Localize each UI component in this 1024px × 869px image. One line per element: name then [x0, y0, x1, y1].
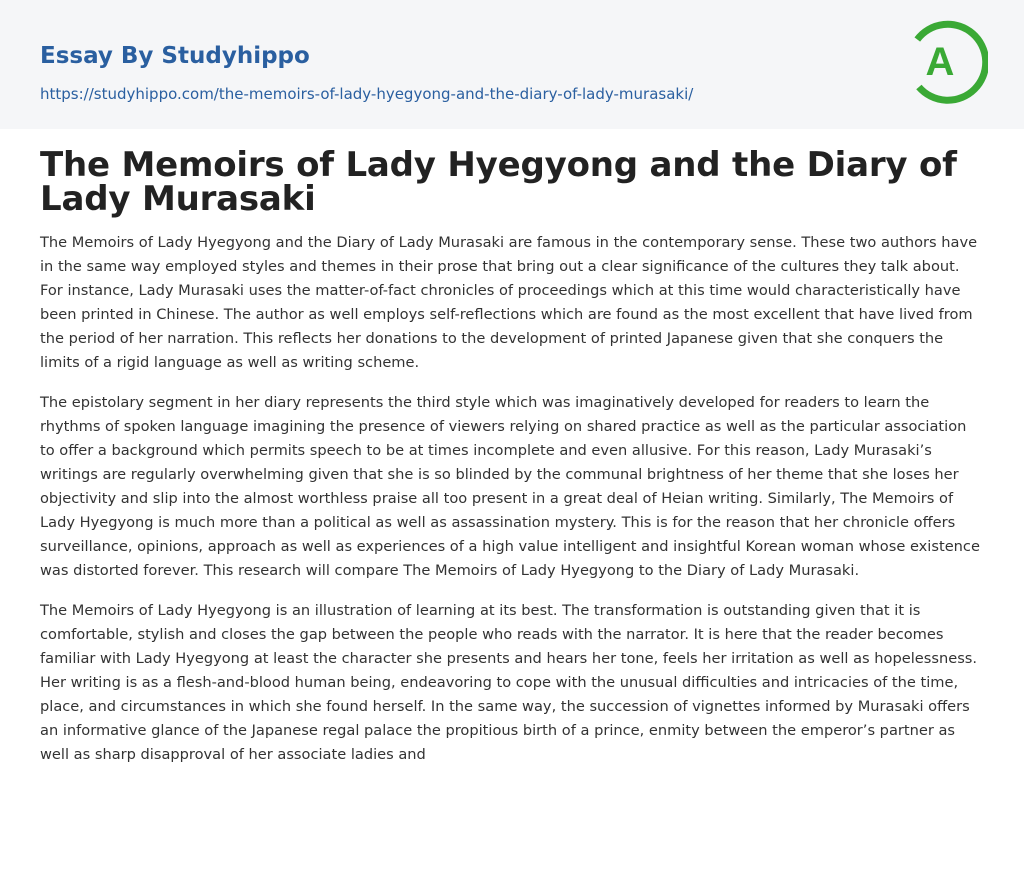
- article: [0, 145, 1024, 767]
- brand-title[interactable]: Essay By Studyhippo: [40, 43, 310, 69]
- paragraph-3: The Memoirs of Lady Hyegyong is an illustration of learning at its best. The transformation is outstanding given that it is comfortable, stylish and closes the gap between the people who reads with the narrator. It is here that the reader becomes familiar with Lady Hyegyong at least the character she presents and hears her tone, feels her irritation as well as hopelessness. Her writing is as a flesh-and-blood human being, endeavoring to cope with the unusual difficulties and intricacies of the time, place, and circumstances in which she found herself. In the same way, the succession of vignettes informed by Murasaki offers an informative glance of the Japanese regal palace the propitious birth of a prince, enmity between the emperor’s partner as well as sharp disapproval of her associate ladies and: [40, 602, 978, 763]
- source-url-link[interactable]: https://studyhippo.com/the-memoirs-of-lady-hyegyong-and-the-diary-of-lady-murasaki/: [40, 85, 694, 103]
- page-title: The Memoirs of Lady Hyegyong and the Diary of Lady Murasaki: [40, 145, 957, 219]
- paragraph-2: The epistolary segment in her diary represents the third style which was imaginatively developed for readers to learn the rhythms of spoken language imagining the presence of viewers relying on shared practice as well as the particular association to offer a background which permits speech to be at times incomplete and even allusive. For this reason, Lady Murasaki’s writings are regularly overwhelming given that she is so blinded by the communal brightness of her theme that she loses her objectivity and slip into the almost worthless praise all too present in a great deal of Heian writing. Similarly, The Memoirs of Lady Hyegyong is much more than a political as well as assassination mystery. This is for the reason that her chronicle offers surveillance, opinions, approach as well as experiences of a high value intelligent and insightful Korean woman whose existence was distorted forever. This research will compare The Memoirs of Lady Hyegyong to the Diary of Lady Murasaki.: [40, 394, 980, 579]
- site-header: [0, 0, 1024, 129]
- logo-letter: A: [925, 40, 955, 84]
- paragraph-1: The Memoirs of Lady Hyegyong and the Diary of Lady Murasaki are famous in the contemporary sense. These two authors have in the same way employed styles and themes in their prose that bring out a clear significance of the cultures they talk about. For instance, Lady Murasaki uses the matter-of-fact chronicles of proceedings which at this time would characteristically have been printed in Chinese. The author as well employs self-reflections which are found as the most excellent that have lived from the period of her narration. This reflects her donations to the development of printed Japanese given that she conquers the limits of a rigid language as well as writing scheme.: [40, 234, 978, 371]
- studyhippo-logo-icon[interactable]: [912, 18, 988, 106]
